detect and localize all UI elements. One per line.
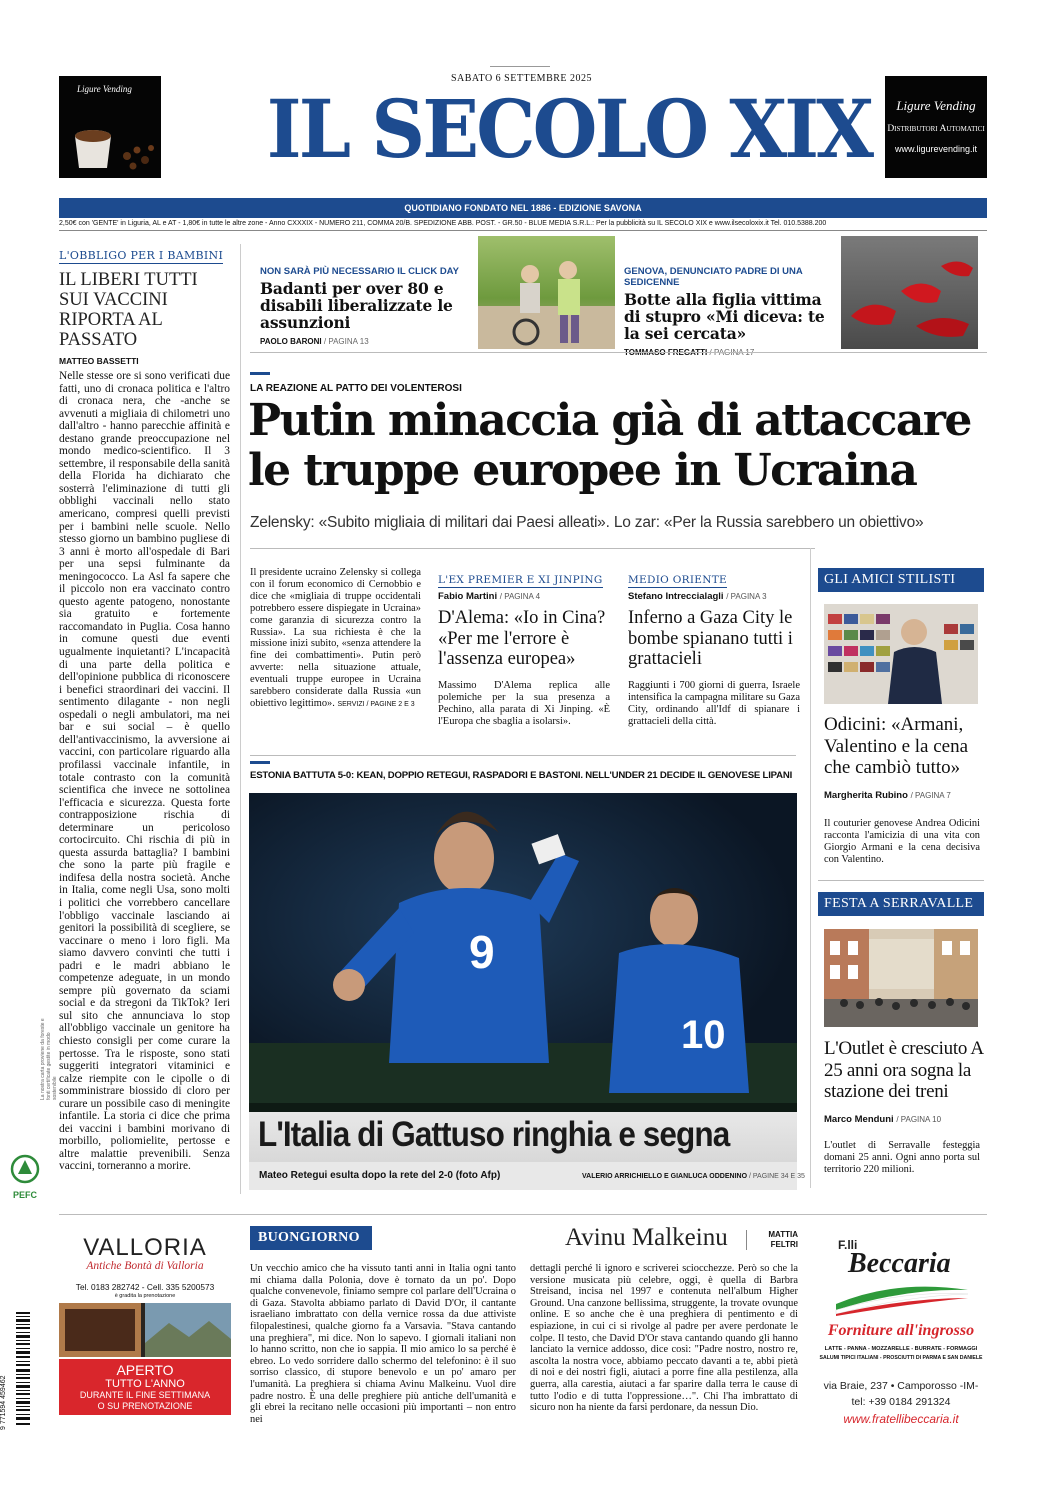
svg-text:9: 9 xyxy=(469,926,495,978)
section-label: MEDIO ORIENTE xyxy=(628,574,728,586)
ear-right-url: www.ligurevending.it xyxy=(894,144,978,154)
pefc-logo: PEFC xyxy=(10,1154,40,1200)
editorial-text: Nelle stesse ore si sono verificati due fatti, uno di cronaca politica e l'altro di cronaca nera, che -anche se avvenuti a migliaia di chilometri uno dall'altro - hanno parecchie affinità e destano grande preoccupazione nel mondo medico-scientifico. Il 3 settembre, il responsabile della sanità della Florida ha dichiarato che sosterrà l'eliminazione di tutti gli obblighi vaccinali nello stato americano, compresi quelli previsti per i bambini nelle scuole. Nello stesso giorno un bambino pugliese di 3 anni è morto all'ospedale di Bari per una sepsi fulminante da meningococco. La Asl fa sapere che il piccolo non era vaccinato contro questo agente patogeno, nonostante sia gratuito e fortemente raccomandato in Puglia. Cosa hanno in comune questi due eventi ugualmente inquietanti? L'incapacità di una parte della politica e dell'opinione pubblica di riconoscere i benefici straordinari dei vaccini. Il sentimento dilagante - non negli ospedali o negli ambulatori, ma nei bar e sui social – è quello dell'antivaccinismo, la avversione ai vaccini, con particolare riguardo alla profilassi vaccinale infantile, in totale contrasto con la comunità scientifica che invece ne sottolinea l'efficacia e sicurezza. Questa forte contrapposizione rischia di determinare un pericoloso cortocircuito. Chi rischia di più in questa assurda battaglia? I bambini che sono la parte più fragile e indifesa della nostra società. Anche in Italia, come negli Usa, sono molti i politici che vorrebbero cancellare l'obbligo vaccinale lasciando ai genitori la possibilità di sceglierе, se vaccinare o meno i loro figli. Ma siamo davvero convinti che tutti i padri e le madri abbiano le competenze adeguate, in un mondo sempre più governato da sciami social e da stregoni da TikTok? Ieri sul sito che annunciava lo stop all'obbligo vaccinale un genitore ha chiesto consigli per come curare la pertosse. Tra le risposte, sono stati suggeriti integratori vitaminici e calze riempite con le cipolle o di somministrare biossido di cloro per curare un possibile caso di meningite infantile. La storia ci dice che prima dei vaccini i bambini morivano di morbillo, poliomielite, pertosse e altre malattie prevenibili. Senza vaccini, torneranno a morire. xyxy=(59,370,230,1173)
ad-beccaria[interactable] xyxy=(818,1228,984,1434)
photo-serravalle xyxy=(824,929,978,1027)
photo-odicini xyxy=(824,604,978,704)
box1-page: / PAGINA 7 xyxy=(910,791,951,800)
coffee-cup-icon xyxy=(59,76,161,178)
football-players-illustration xyxy=(249,793,797,1112)
paper-note: La nostra carta proviene da foreste e fonti certificate gestite in modo sostenibile xyxy=(40,1018,58,1100)
price-line: 2,50€ con 'GENTE' in Liguria, AL e AT - 1,80€ in tutte le altre zone - Anno CXXXIX - NUMERO 211, COMMA 20/B. SPEDIZIONE ABB. POST. - GR.50 - BLUE MEDIA S.R.L.: Per la pubblicità su IL SECOLO XIX e www.ilsecoloxix.it Tel. 010.5388.200 xyxy=(59,220,827,227)
box2-text: L'outlet di Serravalle festeggia domani 25 anni. Ogni anno porta sul territorio 220 milioni. xyxy=(824,1140,980,1175)
article-dalema[interactable] xyxy=(438,568,610,740)
teaser-page: / PAGINA 13 xyxy=(323,337,369,346)
ad-valloria-name: VALLORIA xyxy=(83,1234,207,1261)
editorial-title[interactable]: IL LIBERI TUTTI SUI VACCINI RIPORTA AL PASSATO xyxy=(59,270,198,350)
photo-badanti xyxy=(478,236,615,349)
left-editorial xyxy=(59,244,230,1194)
buongiorno-title[interactable]: Avinu Malkeinu xyxy=(565,1224,728,1251)
ad-valloria-open2: TUTTO L'ANNO xyxy=(105,1378,185,1390)
teaser-badanti[interactable] xyxy=(260,266,475,346)
lead-ref: SERVIZI / PAGINE 2 E 3 xyxy=(337,700,415,708)
article-text: Massimo D'Alema replica alle polemiche per la sua presenza a Pechino, alla parata di Xi Jinping. «È l'Europa che sbaglia a isolarsi». xyxy=(438,679,610,727)
teaser-author: PAOLO BARONI xyxy=(260,337,322,346)
lead-headline[interactable]: Putin minaccia già di attaccare le truppe europee in Ucraina xyxy=(248,395,971,496)
ad-valloria-photos xyxy=(59,1303,231,1357)
teaser-kicker: NON SARÀ PIÙ NECESSARIO IL CLICK DAY xyxy=(260,266,459,277)
box1-title[interactable]: Odicini: «Armani, Valentino e la cena che cambiò tutto» xyxy=(824,714,969,778)
teaser-title: Badanti per over 80 e disabili liberalizzate le assunzioni xyxy=(260,279,453,332)
ad-beccaria-address: via Braie, 237 • Camporosso -IM- xyxy=(823,1380,979,1392)
ad-beccaria-products1: LATTE - PANNA - MOZZARELLE - BURRATE - FORMAGGI xyxy=(824,1346,978,1352)
ear-left-brand: Ligure Vending xyxy=(77,84,132,94)
svg-text:10: 10 xyxy=(681,1013,726,1057)
buongiorno-label: BUONGIORNO xyxy=(250,1226,372,1250)
founding-bar: QUOTIDIANO FONDATO NEL 1886 - EDIZIONE SAVONA xyxy=(59,198,987,218)
photo-italy-football[interactable] xyxy=(249,793,797,1112)
lead-subhead: Zelensky: «Subito migliaia di militari dai Paesi alleati». Lo zar: «Per la Russia sarebbero un obiettivo» xyxy=(250,514,924,531)
article-title: D'Alema: «Io in Cina? «Per me l'errore è l'assenza europea» xyxy=(438,608,606,669)
ad-beccaria-prefix: F.lli xyxy=(838,1238,858,1252)
ad-valloria-open: APERTO xyxy=(116,1362,174,1378)
box2-title[interactable]: L'Outlet è cresciuto A 25 anni ora sogna la stazione dei treni xyxy=(824,1038,983,1102)
ear-ad-left[interactable] xyxy=(59,76,161,178)
ad-valloria-open4: O SU PRENOTAZIONE xyxy=(97,1401,193,1411)
article-text: Raggiunti i 700 giorni di guerra, Israele intensifica la campagna militare su Gaza City, ordinando all'Idf di spianare i grattacieli della città. xyxy=(628,679,800,727)
lead-text: Il presidente ucraino Zelensky si collega con il forum economico di Cernobbio e dice che «migliaia di truppe occidentali potrebbero essere dispiegate in Ucraina» come garanzia di sicurezza contro la Russia». La sua richiesta è che la missione inizi subito, «senza attendere la fine dei combattimenti». Putin però avverte: nella situazione attuale, eventuali truppe europee in Ucraina sarebbero considerate dalla Russia «un obiettivo legittimo». SERVIZI / PAGINE 2 E 3 xyxy=(250,567,421,709)
box1-text: Il couturier genovese Andrea Odicini racconta l'amicizia di una vita con Giorgio Armani e la cena decisiva con Valentino. xyxy=(824,818,980,865)
teaser-stupro[interactable] xyxy=(624,266,839,343)
issue-date: SABATO 6 SETTEMBRE 2025 xyxy=(450,73,593,84)
box-header-stilisti: GLI AMICI STILISTI xyxy=(818,568,984,592)
editorial-author: MATTEO BASSETTI xyxy=(59,356,139,366)
box-header-serravalle: FESTA A SERRAVALLE xyxy=(818,892,984,916)
ad-valloria[interactable] xyxy=(59,1234,231,1440)
buongiorno-author: MATTIA FELTRI xyxy=(768,1230,798,1249)
ad-beccaria-slogan: Forniture all'ingrosso xyxy=(827,1322,975,1339)
buongiorno-col1: Un vecchio amico che ha vissuto tanti anni in Italia ogni tanto mi chiama dalla Polonia, dove è tornato da un po'. Dopo qualche convenevole, finiamo sempre col parlare dell'Ucraina o di Gaza. Stavolta abbiamo parlato di David D'Or, il cantante israeliano imbrattato con della vernice rossa da due attiviste filopalestinesi, qualche giorno fa a Varsavia. "Stava cantando una preghiera", mi dice. Non lo sapevo. I giornali italiani non lo hanno scritto, non che io sappia. Il mio amico lo sa perché è ebreo. Lo vedo sorridere dallo schermo del telefonino: è il suo sorriso classico, di stupore benevolo e un po' amaro per l'umanità. La preghiera si chiama Avinu Malkeinu. Vuol dire padre nostro. È una delle preghiere più antiche dell'umanità e gli ebrei la recitano nelle occasioni più importanti – non entro nei xyxy=(250,1263,516,1425)
box2-author: Marco Menduni xyxy=(824,1114,894,1125)
section-label: L'EX PREMIER E XI JINPING xyxy=(438,574,603,586)
author: Fabio Martini xyxy=(438,591,498,602)
ad-valloria-note: è gradita la prenotazione xyxy=(114,1293,176,1299)
ad-beccaria-tel: tel: +39 0184 291324 xyxy=(851,1396,951,1408)
sport-headline[interactable]: L'Italia di Gattuso ringhia e segna xyxy=(258,1115,730,1154)
photo-red-shoes xyxy=(841,236,978,349)
teaser-kicker: GENOVA, DENUNCIATO PADRE DI UNA SEDICENNE xyxy=(624,266,803,288)
article-gaza[interactable] xyxy=(628,568,800,740)
section-label: L'OBBLIGO PER I BAMBINI xyxy=(59,249,224,262)
box2-page: / PAGINA 10 xyxy=(896,1115,942,1124)
buongiorno-col2: dettagli perché li ignoro e scriverei sciocchezze. Però so che la versione musicata più celebre, oggi, è quella di Barbra Streisand, incisa nel 1997 e contenuta nell'album Higher Ground. Una canzone bellissima, struggente, la trovate ovunque online. E so anche che è una preghiera di pentimento e di espiazione, in cui ci si rivolge al padre per avere perdonate le colpe. Il testo, che David D'Or stava cantando quando gli hanno lanciato la vernice addosso, dice così: "Padre nostro, nostro re, ascolta la nostra voce, abbiamo peccato davanti a te, abbi pietà di noi e dei nostri figli, aiutaci a porre fine alla pestilenza, alla guerra, alla carestia, aiutaci a far sparire dalla terra le cause di tutto l'odio e di tutta l'oppressione…". Chi l'ha imbrattato di sicuro non ha niente da farsi perdonare, da nessun Dio. xyxy=(530,1263,798,1414)
ad-valloria-phone: Tel. 0183 282742 - Cell. 335 5200573 xyxy=(75,1282,215,1292)
sport-kicker: ESTONIA BATTUTA 5-0: KEAN, DOPPIO RETEGUI, RASPADORI E BASTONI. NELL'UNDER 21 DECIDE IL GENOVESE LIPANI xyxy=(250,770,793,781)
ad-beccaria-url[interactable]: www.fratellibeccaria.it xyxy=(843,1412,959,1426)
ear-ad-right[interactable] xyxy=(885,76,987,178)
ad-valloria-tagline: Antiche Bontà di Valloria xyxy=(86,1260,204,1272)
article-title: Inferno a Gaza City le bombe spianano tutti i grattacieli xyxy=(628,608,793,669)
lead-kicker: LA REAZIONE AL PATTO DEI VOLENTEROSI xyxy=(250,383,462,394)
ear-right-brand: Ligure Vending xyxy=(896,98,976,113)
author: Stefano Intreccialagli xyxy=(628,591,724,602)
ad-valloria-open3: DURANTE IL FINE SETTIMANA xyxy=(79,1390,211,1400)
barcode-digits: 9 771594 459462 xyxy=(0,1375,7,1430)
photo-caption: Mateo Retegui esulta dopo la rete del 2-0 (foto Afp) xyxy=(259,1170,501,1181)
ad-beccaria-name: Beccaria xyxy=(848,1248,951,1279)
ear-right-line: Distributori Automatici xyxy=(887,124,985,134)
pefc-tree-icon xyxy=(10,1154,40,1186)
box1-author: Margherita Rubino xyxy=(824,790,908,801)
italy-flag-swoosh-icon xyxy=(836,1284,968,1314)
page-ref: / PAGINA 3 xyxy=(726,592,767,601)
newspaper-title: IL SECOLO XIX xyxy=(266,82,872,176)
barcode xyxy=(10,1310,32,1430)
teaser-title: Botte alla figlia vittima di stupro «Mi diceva: te la sei cercata» xyxy=(624,290,825,343)
sport-byline: VALERIO ARRICHIELLO E GIANLUCA ODDENINO / PAGINE 34 E 35 xyxy=(582,1173,805,1180)
page-ref: / PAGINA 4 xyxy=(499,592,541,601)
ad-beccaria-products2: SALUMI TIPICI ITALIANI - PROSCIUTTI DI PARMA E SAN DANIELE xyxy=(819,1355,983,1361)
